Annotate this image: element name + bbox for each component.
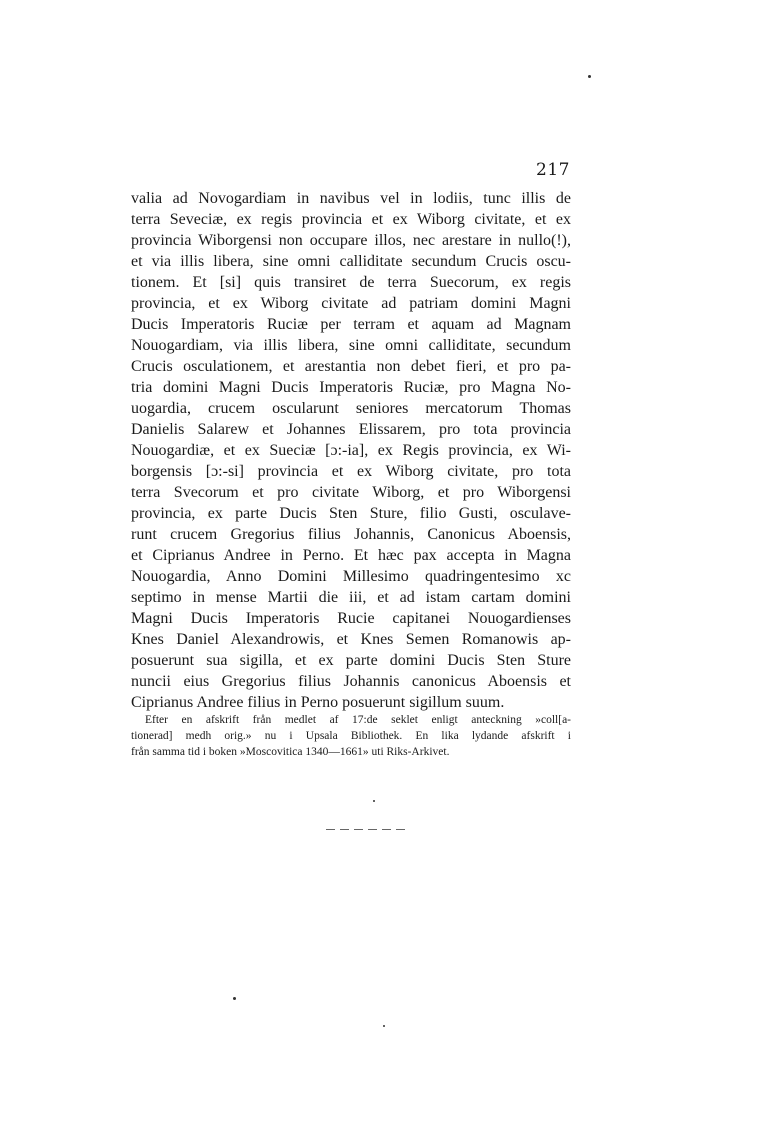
body-text — [131, 188, 571, 713]
text-line: posuerunt sua sigilla, et ex parte domini Ducis Sten Sture — [131, 652, 571, 669]
page-number: 217 — [536, 160, 570, 180]
text-line: Nouogardiæ, et ex Sueciæ [ɔ:-ia], ex Regis provincia, ex Wi- — [131, 442, 571, 459]
footnote — [131, 712, 571, 760]
text-line: septimo in mense Martii die iii, et ad istam cartam domini — [131, 589, 571, 606]
text-line: Nouogardiam, via illis libera, sine omni calliditate, secundum — [131, 337, 571, 354]
text-line: tionem. Et [si] quis transiret de terra Suecorum, ex regis — [131, 274, 571, 291]
text-line: nuncii eius Gregorius filius Johannis canonicus Aboensis et — [131, 673, 571, 690]
text-line: provincia Wiborgensi non occupare illos, nec arestare in nullo(!), — [131, 232, 571, 249]
text-line: Knes Daniel Alexandrowis, et Knes Semen Romanowis ap- — [131, 631, 571, 648]
text-line: Danielis Salarew et Johannes Elissarem, pro tota provincia — [131, 421, 571, 438]
scan-speck — [373, 800, 375, 802]
text-line: provincia, et ex Wiborg civitate ad patriam domini Magni — [131, 295, 571, 312]
text-line: tria domini Magni Ducis Imperatoris Ruciæ, pro Magna No- — [131, 379, 571, 396]
text-line: valia ad Novogardiam in navibus vel in lodiis, tunc illis de — [131, 190, 571, 207]
scan-speck — [588, 75, 591, 78]
footnote-line: tionerad] medh orig.» nu i Upsala Bibliothek. En lika lydande afskrift i — [131, 730, 571, 742]
text-line: Nouogardia, Anno Domini Millesimo quadringentesimo xc — [131, 568, 571, 585]
text-line: Ducis Imperatoris Ruciæ per terram et aquam ad Magnam — [131, 316, 571, 333]
footnote-line: Efter en afskrift från medlet af 17:de seklet enligt anteckning »coll[a- — [145, 714, 571, 726]
text-line: borgensis [ɔ:-si] provincia et ex Wiborg civitate, pro tota — [131, 463, 571, 480]
text-line: runt crucem Gregorius filius Johannis, Canonicus Aboensis, — [131, 526, 571, 543]
text-line: provincia, ex parte Ducis Sten Sture, filio Gusti, osculave- — [131, 505, 571, 522]
text-line: terra Svecorum et pro civitate Wiborg, et pro Wiborgensi — [131, 484, 571, 501]
text-line: uogardia, crucem oscularunt seniores mercatorum Thomas — [131, 400, 571, 417]
text-line: et via illis libera, sine omni calliditate secundum Crucis oscu- — [131, 253, 571, 270]
text-line: Ciprianus Andree filius in Perno posuerunt sigillum suum. — [131, 694, 505, 711]
text-line: Crucis osculationem, et arestantia non debet fieri, et pro pa- — [131, 358, 571, 375]
text-line: et Ciprianus Andree in Perno. Et hæc pax accepta in Magna — [131, 547, 571, 564]
text-line: terra Seveciæ, ex regis provincia et ex Wiborg civitate, et ex — [131, 211, 571, 228]
text-line: Magni Ducis Imperatoris Rucie capitanei Nouogardienses — [131, 610, 571, 627]
scan-speck — [383, 1025, 385, 1027]
scan-speck — [233, 997, 236, 1000]
footnote-line: från samma tid i boken »Moscovitica 1340—1661» uti Riks-Arkivet. — [131, 746, 450, 758]
decorative-rule — [326, 829, 406, 830]
